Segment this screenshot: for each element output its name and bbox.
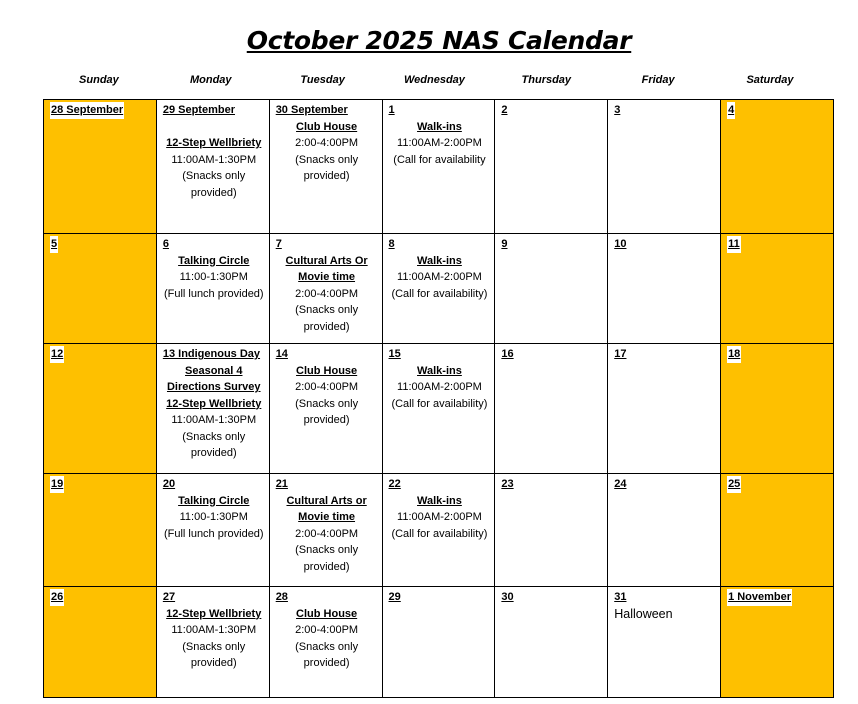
- calendar-day-cell: [721, 344, 834, 474]
- dow-thursday: Thursday: [521, 74, 572, 86]
- calendar-grid: [43, 99, 834, 698]
- day-number: 6: [162, 238, 169, 250]
- calendar-day-cell: [156, 234, 269, 344]
- calendar-day-cell: [495, 344, 608, 474]
- day-number: 7: [275, 238, 282, 250]
- calendar-week-row: [44, 344, 834, 474]
- day-number: 3: [614, 104, 621, 116]
- event-detail: (Call for availability: [393, 153, 486, 166]
- calendar-title: October 2025 NAS Calendar: [246, 26, 632, 55]
- event-detail: 11:00-1:30PM: [179, 271, 248, 283]
- event-detail: (Snacks only provided): [295, 544, 359, 573]
- event-detail: 11:00AM-2:00PM: [397, 381, 482, 393]
- event-title: Talking Circle: [178, 254, 250, 267]
- day-number: 26: [50, 589, 64, 606]
- day-number: 20: [162, 478, 176, 490]
- calendar-week-row: [44, 100, 834, 234]
- calendar-day-cell: [44, 474, 157, 587]
- calendar-day-cell: [156, 474, 269, 587]
- event-detail: (Call for availability): [391, 527, 488, 540]
- dow-friday: Friday: [641, 74, 675, 86]
- day-number: 31: [614, 591, 627, 603]
- event-detail: 2:00-4:00PM: [295, 527, 359, 540]
- day-number: 23: [501, 478, 514, 490]
- calendar-day-cell: [721, 234, 834, 344]
- calendar-day-cell: [269, 234, 382, 344]
- day-number: 9: [501, 238, 508, 250]
- event-title: Seasonal 4 Directions Survey: [166, 364, 261, 393]
- calendar-day-cell: [269, 587, 382, 698]
- event-title: Cultural Arts Or Movie time: [285, 254, 368, 283]
- event-detail: 2:00-4:00PM: [295, 137, 359, 149]
- calendar-day-cell: [156, 587, 269, 698]
- event-detail: (Snacks only provided): [295, 304, 359, 333]
- day-number: 27: [162, 591, 176, 603]
- calendar-day-cell: [495, 234, 608, 344]
- day-number: 18: [727, 346, 741, 363]
- calendar-day-cell: [495, 587, 608, 698]
- dow-sunday: Sunday: [79, 74, 119, 86]
- calendar-day-cell: [721, 474, 834, 587]
- calendar-day-cell: [382, 100, 495, 234]
- event-detail: (Call for availability): [391, 287, 488, 300]
- day-number: 13 Indigenous Day: [162, 348, 261, 360]
- calendar-week-row: [44, 587, 834, 698]
- calendar-day-cell: [495, 474, 608, 587]
- day-number: 15: [388, 348, 401, 360]
- day-number: 4: [727, 102, 735, 119]
- event-title: Talking Circle: [178, 494, 250, 507]
- day-number: 21: [275, 478, 288, 490]
- event-title: 12-Step Wellbriety: [166, 397, 262, 410]
- event-title: Club House: [296, 364, 358, 377]
- event-detail: 2:00-4:00PM: [295, 287, 359, 300]
- event-title: Walk-ins: [417, 494, 462, 507]
- event-detail: [163, 119, 265, 136]
- calendar-day-cell: [608, 234, 721, 344]
- day-number: 12: [50, 346, 64, 363]
- calendar-day-cell: [608, 474, 721, 587]
- calendar-day-cell: [44, 100, 157, 234]
- calendar-day-cell: [721, 100, 834, 234]
- day-number: 11: [727, 236, 741, 253]
- event-detail: (Call for availability): [391, 397, 488, 410]
- event-detail: 11:00AM-2:00PM: [397, 137, 482, 149]
- day-number: 1 November: [727, 589, 792, 606]
- day-number: 19: [50, 476, 64, 493]
- event-title: Walk-ins: [417, 120, 462, 133]
- day-number: 29 September: [162, 104, 235, 116]
- event-detail: (Snacks only provided): [182, 430, 246, 459]
- calendar-day-cell: [269, 344, 382, 474]
- event-title: Club House: [296, 607, 358, 620]
- day-number: 30: [501, 591, 514, 603]
- day-number: 16: [501, 348, 514, 360]
- dow-saturday: Saturday: [746, 74, 794, 86]
- day-number: 14: [275, 348, 288, 360]
- event-title: 12-Step Wellbriety: [166, 137, 262, 149]
- day-number: 5: [50, 236, 58, 253]
- event-detail: 2:00-4:00PM: [295, 624, 359, 636]
- event-detail: (Snacks only provided): [182, 640, 246, 669]
- event-detail: 11:00-1:30PM: [179, 511, 248, 523]
- dow-tuesday: Tuesday: [300, 74, 345, 86]
- event-detail: 2:00-4:00PM: [295, 381, 359, 393]
- event-detail: (Snacks only provided): [182, 170, 246, 199]
- day-number: 8: [388, 238, 395, 250]
- event-title: 12-Step Wellbriety: [166, 607, 262, 620]
- calendar-week-row: [44, 474, 834, 587]
- event-detail: (Snacks only provided): [295, 640, 359, 669]
- day-number: 22: [388, 478, 401, 490]
- event-detail: 11:00AM-1:30PM: [171, 414, 257, 426]
- dow-wednesday: Wednesday: [403, 74, 465, 86]
- calendar-day-cell: [382, 587, 495, 698]
- calendar-week-row: [44, 234, 834, 344]
- calendar-day-cell: [382, 474, 495, 587]
- holiday-label: Halloween: [614, 606, 673, 621]
- calendar-day-cell: [608, 587, 721, 698]
- day-number: 29: [388, 591, 401, 603]
- day-number: 10: [614, 238, 627, 250]
- calendar-day-cell: [44, 344, 157, 474]
- dow-monday: Monday: [189, 74, 232, 86]
- event-detail: (Snacks only provided): [295, 153, 359, 182]
- event-detail: 11:00AM-1:30PM: [171, 153, 257, 166]
- day-number: 1: [388, 104, 395, 116]
- calendar-day-cell: [608, 100, 721, 234]
- calendar-day-cell: [44, 234, 157, 344]
- day-number: 24: [614, 478, 627, 490]
- event-title: Cultural Arts or Movie time: [286, 494, 367, 523]
- event-title: Club House: [296, 120, 358, 133]
- calendar-day-cell: [382, 234, 495, 344]
- calendar-day-cell: [495, 100, 608, 234]
- calendar-day-cell: [608, 344, 721, 474]
- day-number: 25: [727, 476, 741, 493]
- event-detail: (Full lunch provided): [163, 287, 264, 300]
- calendar-day-cell: [721, 587, 834, 698]
- calendar-day-cell: [382, 344, 495, 474]
- event-detail: (Full lunch provided): [163, 527, 264, 540]
- calendar-day-cell: [269, 474, 382, 587]
- day-number: 28 September: [50, 102, 124, 119]
- event-detail: 11:00AM-2:00PM: [397, 271, 482, 283]
- calendar-day-cell: [156, 100, 269, 234]
- calendar-day-cell: [44, 587, 157, 698]
- days-of-week-header: [43, 74, 826, 90]
- event-title: Walk-ins: [417, 364, 462, 377]
- day-number: 17: [614, 348, 627, 360]
- day-number: 30 September: [275, 104, 348, 116]
- day-number: 28: [275, 591, 288, 603]
- calendar-day-cell: [269, 100, 382, 234]
- event-detail: 11:00AM-2:00PM: [397, 511, 482, 523]
- calendar-day-cell: [156, 344, 269, 474]
- event-detail: 11:00AM-1:30PM: [171, 624, 257, 636]
- day-number: 2: [501, 104, 508, 116]
- event-detail: (Snacks only provided): [295, 397, 359, 426]
- event-title: Walk-ins: [417, 254, 462, 267]
